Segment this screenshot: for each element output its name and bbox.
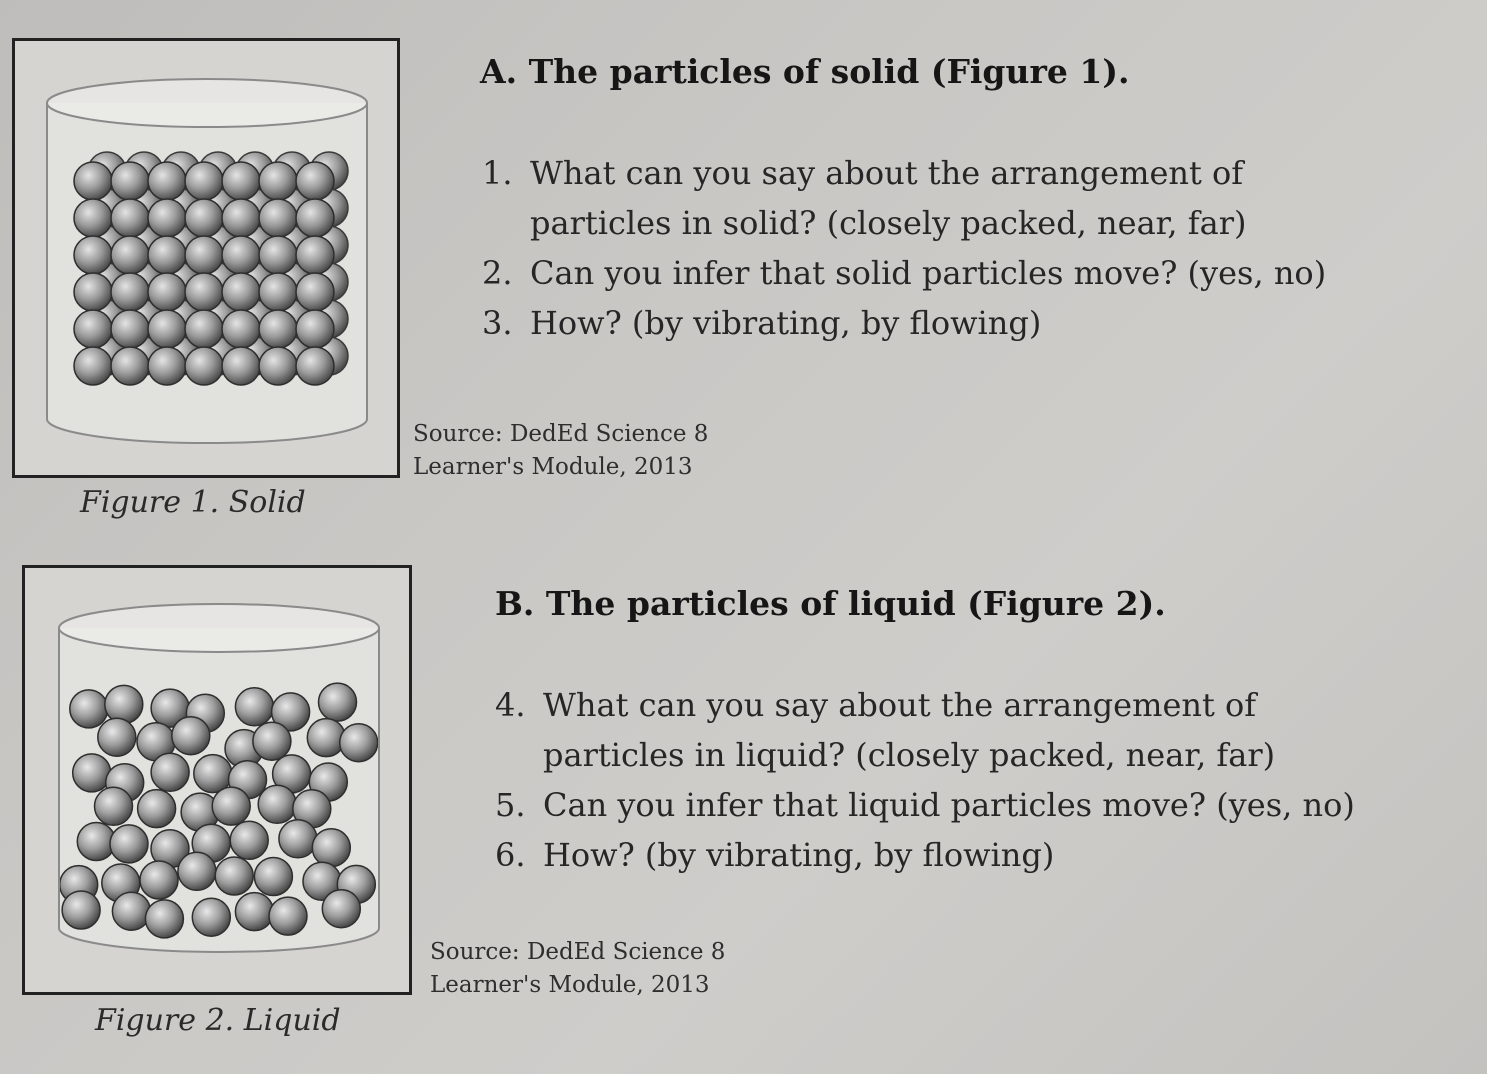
liquid-particle	[140, 861, 178, 899]
beaker-rim	[47, 79, 367, 127]
liquid-particle	[212, 787, 250, 825]
liquid-particle	[110, 825, 148, 863]
liquid-particle	[112, 892, 150, 930]
solid-particle	[185, 310, 223, 348]
liquid-particle	[73, 754, 111, 792]
solid-particle	[259, 236, 297, 274]
solid-particle	[296, 347, 334, 385]
solid-particle	[74, 236, 112, 274]
figure-solid	[12, 38, 400, 478]
liquid-particle	[254, 858, 292, 896]
solid-particle	[296, 162, 334, 200]
liquid-particle	[178, 852, 216, 890]
solid-particle	[259, 347, 297, 385]
question-number: 4.	[495, 686, 526, 724]
solid-particle	[111, 162, 149, 200]
question-4	[495, 680, 1403, 780]
question-text: Can you infer that solid particles move? (yes, no)	[530, 254, 1327, 292]
question-text: How? (by vibrating, by flowing)	[543, 836, 1055, 874]
question-text: How? (by vibrating, by flowing)	[530, 304, 1042, 342]
solid-particle	[111, 347, 149, 385]
solid-particle	[74, 273, 112, 311]
section-b-questions	[495, 680, 1403, 880]
question-number: 6.	[495, 836, 526, 874]
liquid-particle	[138, 790, 176, 828]
section-b-heading: B. The particles of liquid (Figure 2).	[495, 584, 1166, 623]
solid-particle	[185, 236, 223, 274]
figure-1-caption: Figure 1. Solid	[80, 485, 306, 520]
beaker-rim	[59, 604, 379, 652]
question-text: What can you say about the arrangement of particles in liquid? (closely packed, near, far)	[543, 686, 1276, 774]
liquid-particle	[230, 821, 268, 859]
solid-particle	[222, 273, 260, 311]
figure-liquid	[22, 565, 412, 995]
solid-particle	[185, 199, 223, 237]
liquid-particle	[95, 787, 133, 825]
solid-particle	[296, 310, 334, 348]
solid-particle	[185, 162, 223, 200]
source-line-2: Learner's Module, 2013	[413, 454, 693, 480]
solid-particle	[222, 347, 260, 385]
liquid-particle	[192, 898, 230, 936]
liquid-particle	[215, 857, 253, 895]
question-number: 3.	[482, 304, 513, 342]
solid-particle	[259, 310, 297, 348]
solid-particle	[296, 199, 334, 237]
liquid-particle	[322, 890, 360, 928]
liquid-particle	[145, 900, 183, 938]
solid-particle	[296, 273, 334, 311]
liquid-particle	[312, 829, 350, 867]
question-number: 1.	[482, 154, 513, 192]
solid-particle	[111, 273, 149, 311]
source-line-2: Learner's Module, 2013	[430, 972, 710, 998]
source-citation-b	[430, 936, 725, 1002]
liquid-particle	[235, 893, 273, 931]
liquid-particle	[307, 719, 345, 757]
solid-particle	[296, 236, 334, 274]
question-2	[482, 248, 1390, 298]
liquid-particle	[98, 718, 136, 756]
question-6	[495, 830, 1403, 880]
solid-particle	[259, 199, 297, 237]
solid-particle	[74, 347, 112, 385]
question-number: 5.	[495, 786, 526, 824]
solid-particle	[148, 273, 186, 311]
solid-particle	[148, 199, 186, 237]
figure-2-caption: Figure 2. Liquid	[95, 1003, 341, 1038]
liquid-particle	[105, 685, 143, 723]
question-text: Can you infer that liquid particles move? (yes, no)	[543, 786, 1355, 824]
question-1	[482, 148, 1390, 248]
liquid-particle	[151, 753, 189, 791]
solid-particle	[222, 199, 260, 237]
solid-particle	[74, 199, 112, 237]
solid-particle	[74, 310, 112, 348]
solid-particle	[148, 162, 186, 200]
solid-beaker-illustration	[15, 41, 397, 475]
liquid-particle	[235, 688, 273, 726]
question-text: What can you say about the arrangement of particles in solid? (closely packed, near, far)	[530, 154, 1247, 242]
solid-particle	[185, 273, 223, 311]
solid-particles	[74, 152, 348, 385]
solid-particle	[222, 236, 260, 274]
solid-particle	[74, 162, 112, 200]
liquid-particle	[340, 724, 378, 762]
liquid-particle	[172, 717, 210, 755]
question-5	[495, 780, 1403, 830]
solid-particle	[222, 310, 260, 348]
source-line-1: Source: DedEd Science 8	[430, 939, 726, 965]
question-number: 2.	[482, 254, 513, 292]
liquid-particle	[253, 722, 291, 760]
solid-particle	[148, 236, 186, 274]
liquid-particle	[62, 891, 100, 929]
liquid-particle	[194, 755, 232, 793]
liquid-particle	[319, 683, 357, 721]
question-3	[482, 298, 1390, 348]
solid-particle	[259, 273, 297, 311]
source-citation-a	[413, 418, 708, 484]
liquid-beaker-illustration	[25, 568, 409, 992]
liquid-particle	[258, 785, 296, 823]
solid-particle	[259, 162, 297, 200]
section-a-questions	[482, 148, 1390, 348]
solid-particle	[111, 199, 149, 237]
solid-particle	[111, 236, 149, 274]
solid-particle	[111, 310, 149, 348]
solid-particle	[222, 162, 260, 200]
solid-particle	[148, 310, 186, 348]
liquid-particle	[70, 690, 108, 728]
liquid-particle	[269, 897, 307, 935]
source-line-1: Source: DedEd Science 8	[413, 421, 709, 447]
section-a-heading: A. The particles of solid (Figure 1).	[480, 52, 1130, 91]
solid-particle	[148, 347, 186, 385]
liquid-particle	[279, 820, 317, 858]
solid-particle	[185, 347, 223, 385]
